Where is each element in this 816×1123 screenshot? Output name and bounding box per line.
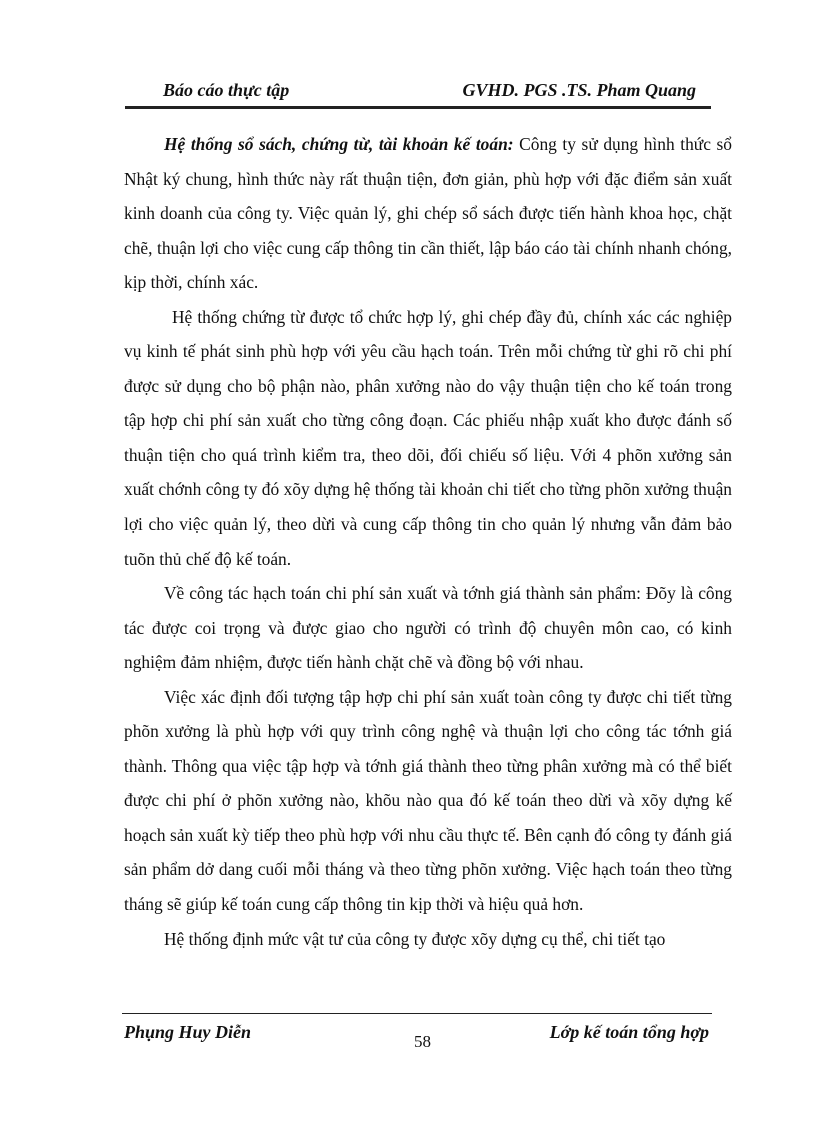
- paragraph: Hệ thống định mức vật tư của công ty được xõy dựng cụ thể, chi tiết tạo: [164, 928, 666, 949]
- paragraph: [124, 127, 732, 300]
- paragraph-text: Công ty sử dụng hình thức sổ Nhật ký chung, hình thức này rất thuận tiện, đơn giản, phù hợp với đặc điểm sản xuất kinh doanh của công ty. Việc quản lý, ghi chép sổ sách được tiến hành khoa học, chặt chẽ, thuận lợi cho việc cung cấp thông tin cần thiết, lập báo cáo tài chính nhanh chóng, kịp thời, chính xác.: [124, 134, 732, 293]
- paragraph-lead: Hệ thống sổ sách, chứng từ, tài khoản kế toán:: [164, 134, 514, 154]
- page-header: [125, 80, 711, 109]
- paragraph: Hệ thống chứng từ được tổ chức hợp lý, ghi chép đầy đủ, chính xác các nghiệp vụ kinh tế phát sinh phù hợp với yêu cầu hạch toán. Trên mỗi chứng từ ghi rõ chi phí được sử dụng cho bộ phận nào, phân xưởng nào do vậy thuận tiện cho kế toán trong tập hợp chi phí sản xuất cho từng công đoạn. Các phiếu nhập xuất kho được đánh số thuận tiện cho quá trình kiểm tra, theo dõi, đối chiếu số liệu. Với 4 phõn xưởng sản xuất chớnh công ty đó xõy dựng hệ thống tài khoản chi tiết cho từng phõn xưởng thuận lợi cho việc quản lý, theo dừi và cung cấp thông tin cho quản lý nhưng vẫn đảm bảo tuõn thủ chế độ kế toán.: [124, 306, 732, 569]
- header-supervisor: GVHD. PGS .TS. Pham Quang: [462, 80, 696, 100]
- footer-class: Lớp kế toán tổng hợp: [549, 1022, 709, 1042]
- paragraph: Việc xác định đối tượng tập hợp chi phí sản xuất toàn công ty được chi tiết từng phõn xưởng là phù hợp với quy trình công nghệ và thuận lợi cho công tác tớnh giá thành. Thông qua việc tập hợp và tớnh giá thành theo từng phân xưởng mà có thể biết được chi phí ở phõn xưởng nào, khõu nào qua đó kế toán theo dừi và xõy dựng kế hoạch sản xuất kỳ tiếp theo phù hợp với nhu cầu thực tế. Bên cạnh đó công ty đánh giá sản phẩm dở dang cuối mỗi tháng và theo từng phõn xưởng. Việc hạch toán theo từng tháng sẽ giúp kế toán cung cấp thông tin kịp thời và hiệu quả hơn.: [124, 686, 732, 915]
- footer-divider: [122, 1013, 712, 1014]
- footer-author: Phụng Huy Diễn: [124, 1022, 252, 1042]
- paragraph: Về công tác hạch toán chi phí sản xuất và tớnh giá thành sản phẩm: Đõy là công tác được coi trọng và được giao cho người có trình độ chuyên môn cao, có kinh nghiệm đảm nhiệm, được tiến hành chặt chẽ và đồng bộ với nhau.: [124, 583, 732, 673]
- page-number: 58: [414, 1032, 431, 1051]
- header-left-title: Báo cáo thực tập: [163, 80, 290, 100]
- page-body: [124, 127, 732, 956]
